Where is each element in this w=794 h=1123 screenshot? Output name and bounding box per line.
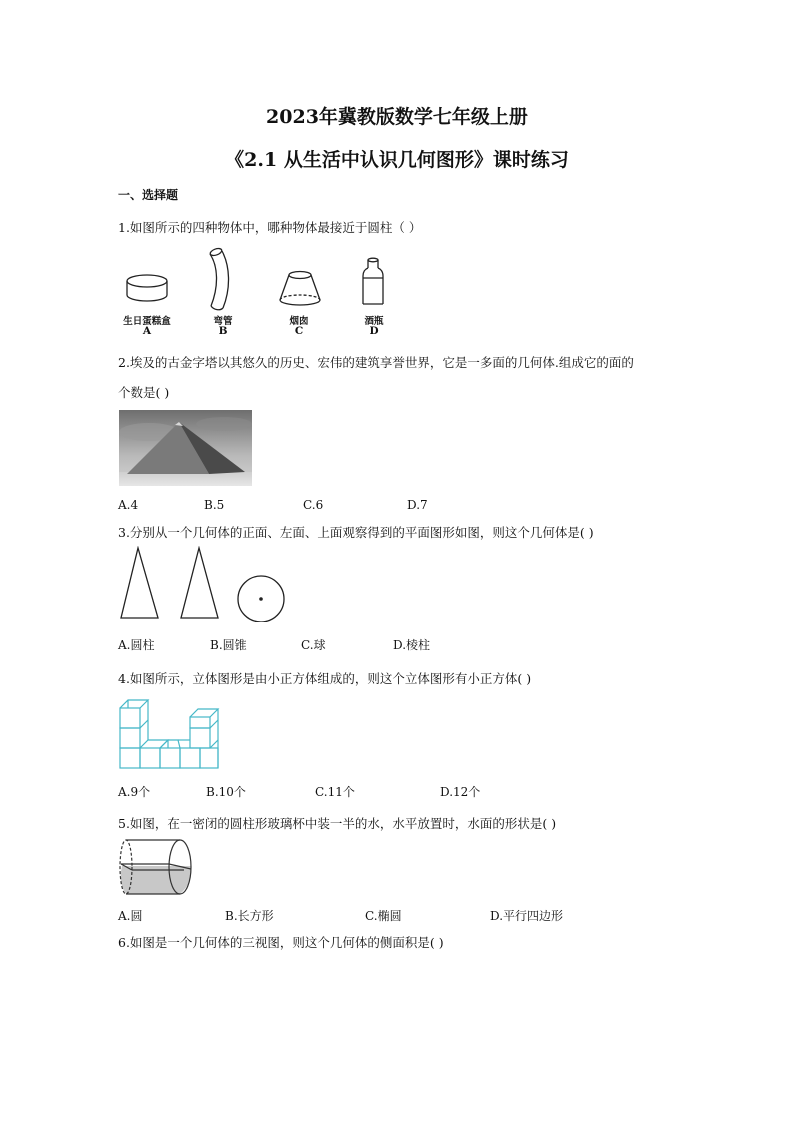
question-1-text: 1.如图所示的四种物体中，哪种物体最接近于圆柱（ ）: [118, 220, 422, 235]
q3-option-b: B.圆锥: [210, 638, 247, 652]
question-3-text: 3.分别从一个几何体的正面、左面、上面观察得到的平面图形如图，则这个几何体是( ): [118, 525, 594, 540]
section-heading: 一、选择题: [118, 188, 179, 202]
cube-stack-figure: [118, 693, 222, 773]
q5-option-b: B.长方形: [225, 909, 274, 923]
q2-option-a: A.4: [118, 498, 139, 512]
page-subtitle: 《2.1 从生活中认识几何图形》课时练习: [225, 149, 569, 171]
figure-label-a: 生日蛋糕盒: [123, 316, 171, 327]
q5-option-a: A.圆: [118, 909, 143, 923]
figure-label-c: 烟囱: [289, 316, 309, 327]
wine-bottle-figure: [363, 258, 383, 304]
q3-option-c: C.球: [301, 638, 326, 652]
question-1-figures: [115, 244, 405, 316]
question-2-line-1: 2.埃及的古金字塔以其悠久的历史、宏伟的建筑享誉世界，它是一多面的几何体.组成它的面的: [118, 355, 634, 370]
q2-option-c: C.6: [303, 498, 324, 512]
q4-option-c: C.11个: [315, 785, 355, 799]
figure-letter-c: C: [294, 325, 304, 337]
front-view-triangle: [121, 548, 158, 618]
question-6-text: 6.如图是一个几何体的三视图，则这个几何体的侧面积是( ): [118, 935, 444, 950]
figure-letter-a: A: [142, 325, 152, 337]
cake-box-figure: [127, 275, 167, 301]
q2-option-b: B.5: [204, 498, 225, 512]
three-views-figure: [118, 546, 290, 622]
q2-option-d: D.7: [407, 498, 428, 512]
q4-option-d: D.12个: [440, 785, 481, 799]
question-2-line-2: 个数是( ): [118, 385, 170, 400]
page-title: 2023年冀教版数学七年级上册: [266, 106, 528, 128]
figure-letter-b: B: [218, 325, 228, 337]
q4-option-a: A.9个: [118, 785, 151, 799]
left-view-triangle: [181, 548, 218, 618]
question-4-text: 4.如图所示，立体图形是由小正方体组成的，则这个立体图形有小正方体( ): [118, 671, 532, 686]
q4-option-b: B.10个: [206, 785, 246, 799]
curved-pipe-figure: [209, 247, 228, 310]
chimney-figure: [280, 272, 320, 306]
q3-option-d: D.棱柱: [393, 638, 431, 652]
figure-label-d: 酒瓶: [364, 316, 384, 327]
pyramid-photo: [119, 410, 252, 486]
figure-label-b: 弯管: [213, 316, 233, 327]
cylinder-water-figure: [118, 838, 196, 896]
q3-option-a: A.圆柱: [118, 638, 155, 652]
q5-option-d: D.平行四边形: [490, 909, 564, 923]
figure-letter-d: D: [369, 325, 379, 337]
question-5-text: 5.如图，在一密闭的圆柱形玻璃杯中装一半的水，水平放置时，水面的形状是( ): [118, 816, 557, 831]
q5-option-c: C.椭圆: [365, 909, 402, 923]
